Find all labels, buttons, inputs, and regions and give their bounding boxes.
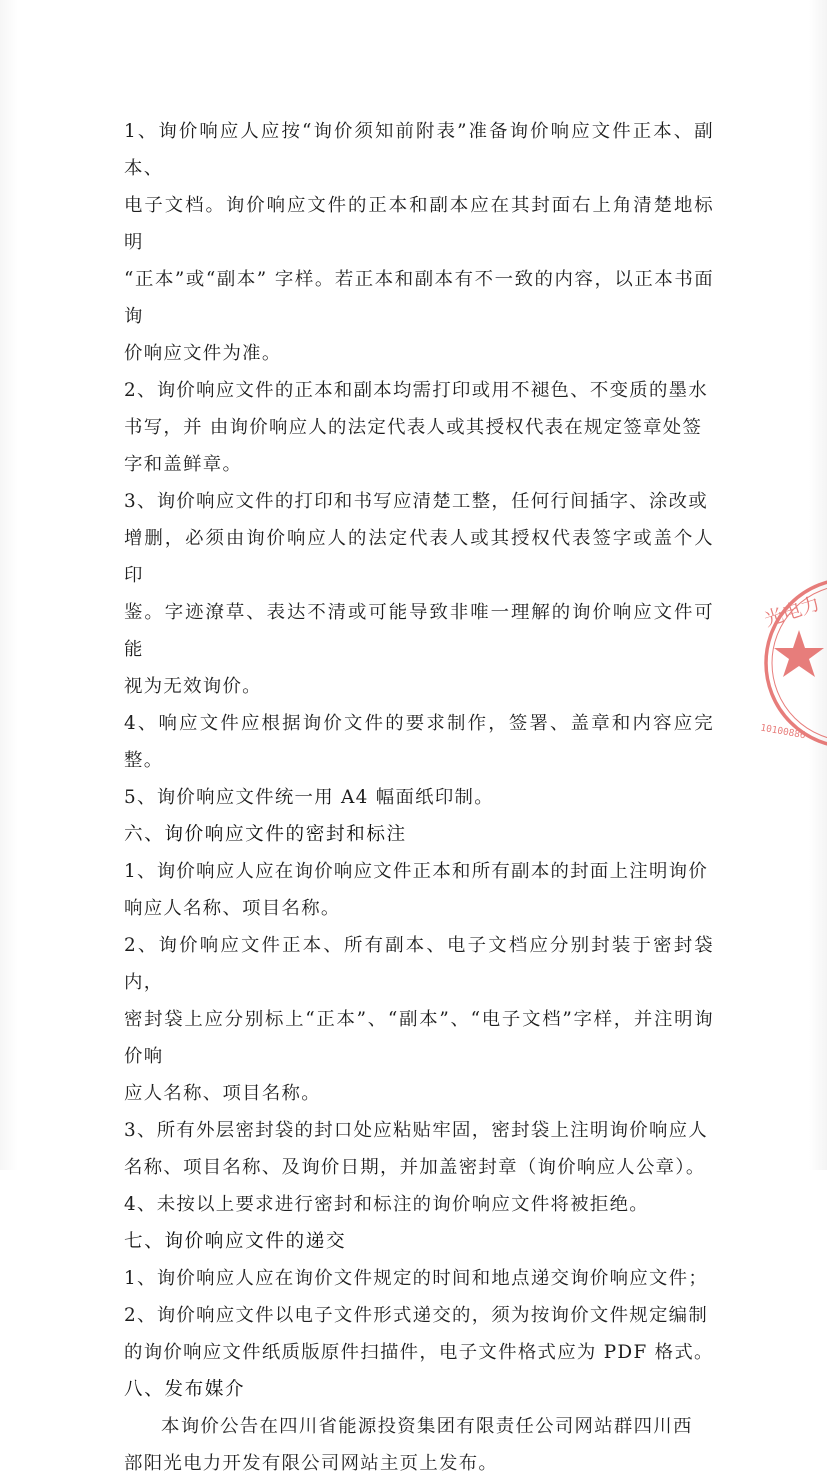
section6-line: 2、询价响应文件正本、所有副本、电子文档应分别封装于密封袋内， (124, 935, 714, 993)
section6-line: 1、询价响应人应在询价响应文件正本和所有副本的封面上注明询价 (124, 861, 709, 882)
section5-line: 电子文档。询价响应文件的正本和副本应在其封面右上角清楚地标明 (124, 195, 714, 253)
section5-line: 字和盖鲜章。 (124, 454, 243, 475)
section5-line: 2、询价响应文件的正本和副本均需打印或用不褪色、不变质的墨水 (124, 380, 709, 401)
section5-line: 视为无效询价。 (124, 676, 262, 697)
section5-line: 鉴。字迹潦草、表达不清或可能导致非唯一理解的询价响应文件可能 (124, 602, 714, 660)
section6-heading: 六、询价响应文件的密封和标注 (124, 824, 407, 845)
section8-heading: 八、发布媒介 (124, 1379, 246, 1400)
section5-line: 5、询价响应文件统一用 A4 幅面纸印制。 (124, 787, 494, 808)
section5-line: 1、询价响应人应按“询价须知前附表”准备询价响应文件正本、副本、 (124, 121, 714, 179)
section6-line: 4、未按以上要求进行密封和标注的询价响应文件将被拒绝。 (124, 1194, 649, 1215)
section7-line: 2、询价响应文件以电子文件形式递交的，须为按询价文件规定编制 (124, 1305, 709, 1326)
company-seal-stamp (752, 568, 827, 758)
seal-star-icon (774, 630, 824, 677)
section8-line: 本询价公告在四川省能源投资集团有限责任公司网站群四川西 (161, 1416, 693, 1437)
section6-line: 响应人名称、项目名称。 (124, 898, 341, 919)
section5-line: 价响应文件为准。 (124, 343, 282, 364)
section7-line: 1、询价响应人应在询价文件规定的时间和地点递交询价响应文件； (124, 1268, 709, 1289)
seal-number: 10100886 (759, 722, 807, 742)
section6-line: 密封袋上应分别标上“正本”、“副本”、“电子文档”字样，并注明询价响 (124, 1009, 714, 1067)
section7-heading: 七、询价响应文件的递交 (124, 1231, 347, 1252)
section5-line: 4、响应文件应根据询价文件的要求制作，签署、盖章和内容应完整。 (124, 713, 714, 771)
section6-line: 3、所有外层密封袋的封口处应粘贴牢固，密封袋上注明询价响应人 (124, 1120, 709, 1141)
section6-line: 名称、项目名称、及询价日期，并加盖密封章（询价响应人公章）。 (124, 1157, 706, 1178)
section8-line: 部阳光电力开发有限公司网站主页上发布。 (124, 1453, 499, 1474)
section5-line: 增删，必须由询价响应人的法定代表人或其授权代表签字或盖个人印 (124, 528, 714, 586)
section7-line: 的询价响应文件纸质版原件扫描件，电子文件格式应为 PDF 格式。 (124, 1342, 714, 1363)
seal-text: 光电力 (761, 592, 823, 632)
document-body (124, 113, 714, 1482)
section5-line: “正本”或“副本” 字样。若正本和副本有不一致的内容，以正本书面询 (124, 269, 714, 327)
section5-line: 书写，并 由询价响应人的法定代表人或其授权代表在规定签章处签 (124, 417, 703, 438)
section5-line: 3、询价响应文件的打印和书写应清楚工整，任何行间插字、涂改或 (124, 491, 709, 512)
section6-line: 应人名称、项目名称。 (124, 1083, 321, 1104)
